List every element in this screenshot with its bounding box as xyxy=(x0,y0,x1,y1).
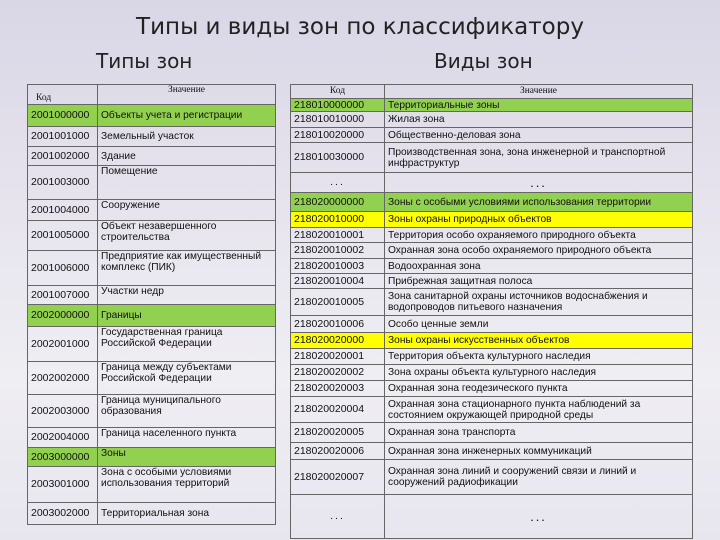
zone-code: 2001004000 xyxy=(28,200,98,221)
zone-value: Территория особо охраняемого природного объекта xyxy=(385,228,693,243)
table-row xyxy=(291,228,693,243)
zone-value: Земельный участок xyxy=(98,127,276,147)
table-row xyxy=(28,503,276,525)
ellipsis-value: ... xyxy=(385,495,693,539)
zone-code: 2001006000 xyxy=(28,251,98,286)
zone-value: Водоохранная зона xyxy=(385,259,693,274)
zone-kinds-heading: Виды зон xyxy=(434,49,533,73)
col-header-value: Значение xyxy=(98,85,276,105)
zone-code: 218020010000 xyxy=(291,212,385,228)
zone-value: Прибрежная защитная полоса xyxy=(385,274,693,289)
zone-code: 218010010000 xyxy=(291,112,385,128)
zone-value: Зоны охраны природных объектов xyxy=(385,212,693,228)
table-row xyxy=(291,143,693,173)
zone-value: Зона с особыми условиями использования территорий xyxy=(98,467,276,503)
table-row xyxy=(28,200,276,221)
table-row xyxy=(28,395,276,428)
zone-code: 2001003000 xyxy=(28,166,98,200)
zone-code: 2002003000 xyxy=(28,395,98,428)
zone-code: 218020020001 xyxy=(291,349,385,365)
table-row xyxy=(28,251,276,286)
table-row xyxy=(28,105,276,127)
zone-code: 218020020002 xyxy=(291,365,385,381)
col-header-code: Код xyxy=(291,85,385,99)
zone-code: 218020010001 xyxy=(291,228,385,243)
zone-value: Охранная зона геодезического пункта xyxy=(385,381,693,397)
table-row xyxy=(28,221,276,251)
zone-value: Охранная зона инженерных коммуникаций xyxy=(385,443,693,460)
zone-value: Помещение xyxy=(98,166,276,200)
table-row xyxy=(28,428,276,448)
table-row xyxy=(291,495,693,539)
zone-value: Зона охраны объекта культурного наследия xyxy=(385,365,693,381)
zone-value: Территориальные зоны xyxy=(385,99,693,112)
col-header-code: Код xyxy=(28,85,98,105)
zone-value: Особо ценные земли xyxy=(385,316,693,333)
zone-value: Граница населенного пункта xyxy=(98,428,276,448)
zone-code: 218020010004 xyxy=(291,274,385,289)
zone-code: 218020020005 xyxy=(291,423,385,443)
zone-kinds-table xyxy=(290,84,693,539)
table-row xyxy=(291,333,693,349)
table-row xyxy=(291,212,693,228)
table-row xyxy=(291,274,693,289)
zone-code: 2002000000 xyxy=(28,305,98,327)
table-row xyxy=(291,365,693,381)
table-row xyxy=(291,259,693,274)
table-row xyxy=(28,286,276,305)
zone-value: Сооружение xyxy=(98,200,276,221)
ellipsis-code: ... xyxy=(291,173,385,193)
zone-value: Зоны с особыми условиями использования территории xyxy=(385,193,693,212)
table-row xyxy=(28,327,276,362)
zone-value: Охранная зона стационарного пункта наблюдений за состоянием окружающей природной среды xyxy=(385,397,693,423)
zone-value: Территориальная зона xyxy=(98,503,276,525)
zone-value: Охранная зона особо охраняемого природного объекта xyxy=(385,243,693,259)
zone-value: Общественно-деловая зона xyxy=(385,128,693,143)
zone-value: Здание xyxy=(98,147,276,166)
table-row xyxy=(291,173,693,193)
zone-value: Границы xyxy=(98,305,276,327)
table-row xyxy=(291,349,693,365)
table-row xyxy=(291,397,693,423)
zone-code: 218020020007 xyxy=(291,460,385,495)
zone-value: Охранная зона транспорта xyxy=(385,423,693,443)
zone-code: 218020020003 xyxy=(291,381,385,397)
table-row xyxy=(28,147,276,166)
zone-code: 2002004000 xyxy=(28,428,98,448)
zone-code: 218020010006 xyxy=(291,316,385,333)
zone-value: Жилая зона xyxy=(385,112,693,128)
zone-value: Государственная граница Российской Федерации xyxy=(98,327,276,362)
zone-value: Зона санитарной охраны источников водоснабжения и водопроводов питьевого назначения xyxy=(385,289,693,316)
zone-code: 218020020000 xyxy=(291,333,385,349)
zone-code: 218020010002 xyxy=(291,243,385,259)
zone-code: 2001000000 xyxy=(28,105,98,127)
zone-code: 218020000000 xyxy=(291,193,385,212)
zone-code: 2001005000 xyxy=(28,221,98,251)
zone-code: 218010030000 xyxy=(291,143,385,173)
ellipsis-value: ... xyxy=(385,173,693,193)
table-row xyxy=(291,128,693,143)
table-row xyxy=(291,243,693,259)
zone-value: Предприятие как имущественный комплекс (ПИК) xyxy=(98,251,276,286)
table-row xyxy=(28,448,276,467)
table-header-row xyxy=(28,85,276,105)
table-row xyxy=(28,166,276,200)
zone-value: Объекты учета и регистрации xyxy=(98,105,276,127)
zone-types-table xyxy=(27,84,276,525)
ellipsis-code: ... xyxy=(291,495,385,539)
table-row xyxy=(291,460,693,495)
table-row xyxy=(28,127,276,147)
zone-code: 2003000000 xyxy=(28,448,98,467)
zone-value: Объект незавершенного строительства xyxy=(98,221,276,251)
table-row xyxy=(291,289,693,316)
zone-value: Охранная зона линий и сооружений связи и линий и сооружений радиофикации xyxy=(385,460,693,495)
zone-code: 218010000000 xyxy=(291,99,385,112)
table-row xyxy=(291,443,693,460)
zone-code: 218020010005 xyxy=(291,289,385,316)
table-row xyxy=(28,305,276,327)
zone-code: 2003002000 xyxy=(28,503,98,525)
zone-code: 2003001000 xyxy=(28,467,98,503)
zone-value: Граница муниципального образования xyxy=(98,395,276,428)
table-row xyxy=(28,362,276,395)
zone-value: Производственная зона, зона инженерной и транспортной инфраструктур xyxy=(385,143,693,173)
zone-value: Участки недр xyxy=(98,286,276,305)
zone-code: 218010020000 xyxy=(291,128,385,143)
zone-code: 2001001000 xyxy=(28,127,98,147)
zone-code: 2002001000 xyxy=(28,327,98,362)
zone-code: 2001007000 xyxy=(28,286,98,305)
table-row xyxy=(28,467,276,503)
zone-value: Граница между субъектами Российской Федерации xyxy=(98,362,276,395)
zone-value: Зоны охраны искусственных объектов xyxy=(385,333,693,349)
table-row xyxy=(291,112,693,128)
page-title: Типы и виды зон по классификатору xyxy=(136,14,584,40)
zone-types-heading: Типы зон xyxy=(96,49,193,73)
table-header-row xyxy=(291,85,693,99)
zone-value: Территория объекта культурного наследия xyxy=(385,349,693,365)
table-row xyxy=(291,423,693,443)
table-row xyxy=(291,316,693,333)
table-row xyxy=(291,193,693,212)
zone-code: 218020020006 xyxy=(291,443,385,460)
zone-code: 2001002000 xyxy=(28,147,98,166)
zone-value: Зоны xyxy=(98,448,276,467)
zone-code: 218020010003 xyxy=(291,259,385,274)
col-header-value: Значение xyxy=(385,85,693,99)
table-row xyxy=(291,381,693,397)
zone-code: 218020020004 xyxy=(291,397,385,423)
table-row xyxy=(291,99,693,112)
zone-code: 2002002000 xyxy=(28,362,98,395)
